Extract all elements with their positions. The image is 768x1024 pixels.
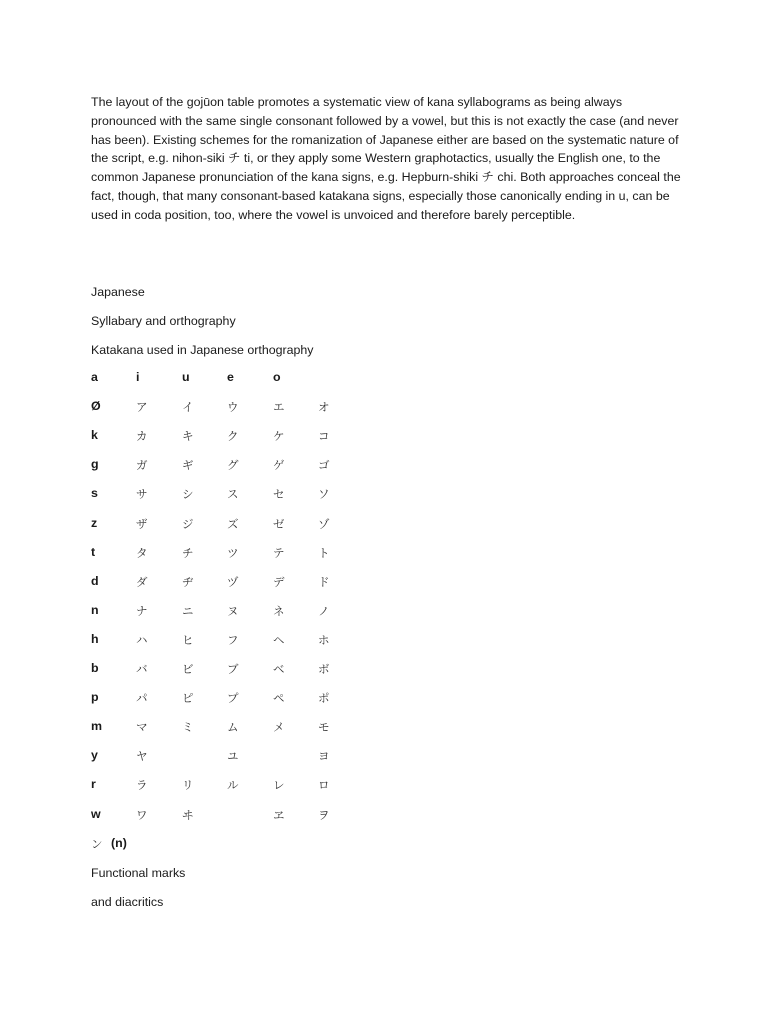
kana-cell: ゼ	[273, 516, 285, 531]
table-row	[0, 661, 400, 681]
kana-cell: ヘ	[273, 632, 285, 647]
language-heading: Japanese	[91, 285, 145, 299]
kana-cell: ワ	[136, 807, 148, 822]
kana-cell: ブ	[227, 662, 239, 676]
kana-cell: ニ	[182, 603, 194, 618]
kana-cell: エ	[273, 400, 285, 415]
kana-cell: ガ	[136, 458, 148, 473]
table-row	[0, 719, 400, 739]
kana-cell: ラ	[136, 778, 148, 793]
kana-cell: テ	[273, 545, 285, 560]
kana-cell: タ	[136, 545, 148, 560]
table-row-n	[0, 836, 400, 856]
section-heading: Syllabary and orthography	[91, 314, 236, 328]
kana-cell: ユ	[227, 749, 239, 764]
row-label: r	[91, 777, 96, 792]
kana-cell: レ	[273, 778, 285, 793]
table-row	[0, 516, 400, 536]
kana-cell: ク	[227, 429, 239, 444]
table-row	[0, 690, 400, 710]
table-row	[0, 399, 400, 419]
row-label: s	[91, 486, 98, 501]
kana-cell: ナ	[136, 603, 148, 618]
vowel-header-u: u	[182, 370, 190, 384]
kana-cell: ベ	[273, 662, 285, 676]
subsection-heading: Katakana used in Japanese orthography	[91, 343, 314, 357]
table-row	[0, 632, 400, 652]
kana-cell: ヱ	[273, 807, 285, 822]
row-label: Ø	[91, 399, 101, 414]
intro-paragraph: The layout of the gojūon table promotes a systematic view of kana syllabograms as being always pronounced with the same single consonant followed by a vowel, but this is not exactly the case (and never has been). Existing schemes for the romanization of Japanese either are based on the systematic nature of the script, e.g. nihon-siki チ ti, or they apply some Western graphotactics, usually the English one, to the common Japanese pronunciation of the kana signs, e.g. Hepburn-shiki チ chi. Both approaches conceal the fact, though, that many consonant-based katakana signs, especially those canonically ending in u, can be used in coda position, too, where the vowel is unvoiced and therefore barely perceptible.	[91, 95, 681, 222]
kana-cell: リ	[182, 778, 194, 793]
kana-cell: ゲ	[273, 458, 285, 473]
kana-cell: ヂ	[182, 574, 194, 589]
kana-cell: チ	[182, 545, 194, 560]
table-row	[0, 545, 400, 565]
footer-line-2: and diacritics	[91, 895, 164, 909]
kana-cell: キ	[182, 429, 194, 444]
kana-cell: ゾ	[318, 516, 330, 531]
row-label: d	[91, 573, 99, 588]
row-label: b	[91, 661, 99, 675]
kana-cell: ホ	[318, 632, 330, 647]
kana-cell: コ	[318, 429, 330, 444]
kana-cell: グ	[227, 458, 239, 473]
kana-cell: マ	[136, 720, 148, 735]
kana-cell: ペ	[273, 691, 285, 706]
vowel-header-a: a	[91, 370, 98, 384]
row-label: h	[91, 631, 99, 646]
row-label: k	[91, 428, 98, 443]
table-row	[0, 807, 400, 827]
kana-cell: オ	[318, 400, 330, 415]
kana-cell: ス	[227, 487, 239, 502]
kana-cell: ピ	[182, 691, 194, 706]
kana-cell: ヅ	[227, 574, 239, 589]
kana-cell: プ	[227, 691, 239, 706]
kana-cell: ム	[227, 720, 239, 735]
kana-cell: ソ	[318, 487, 330, 502]
row-label: y	[91, 748, 98, 763]
kana-cell: ヨ	[318, 749, 330, 764]
kana-cell: ア	[136, 400, 148, 415]
table-row	[0, 748, 400, 768]
kana-cell: ウ	[227, 400, 239, 415]
kana-cell: ハ	[136, 632, 148, 647]
kana-cell: ツ	[227, 545, 239, 560]
row-label: p	[91, 690, 99, 705]
kana-cell: ボ	[318, 662, 330, 676]
kana-cell: ミ	[182, 720, 194, 735]
vowel-header-e: e	[227, 370, 234, 384]
kana-cell: ビ	[182, 662, 194, 676]
table-row	[0, 574, 400, 594]
kana-cell: モ	[318, 720, 330, 735]
kana-cell: ロ	[318, 778, 330, 793]
kana-cell: シ	[182, 487, 194, 502]
table-row	[0, 428, 400, 448]
kana-cell: ヲ	[318, 807, 330, 822]
kana-cell: バ	[136, 662, 148, 676]
kana-cell: ン	[91, 836, 103, 851]
kana-cell: ズ	[227, 516, 239, 531]
kana-cell: ト	[318, 545, 330, 560]
row-label: w	[91, 806, 101, 821]
kana-cell: ヤ	[136, 749, 148, 764]
row-label: z	[91, 515, 98, 530]
kana-cell: ダ	[136, 574, 148, 589]
kana-cell: サ	[136, 487, 148, 502]
table-row	[0, 777, 400, 797]
row-label: (n)	[111, 835, 127, 850]
kana-cell: ジ	[182, 516, 194, 531]
kana-cell: ザ	[136, 516, 148, 531]
table-header-row	[0, 370, 400, 390]
kana-cell: カ	[136, 429, 148, 444]
kana-cell: セ	[273, 487, 285, 502]
row-label: t	[91, 544, 96, 559]
kana-cell: ド	[318, 574, 330, 589]
kana-cell: メ	[273, 720, 285, 735]
kana-cell: パ	[136, 691, 148, 706]
row-label: m	[91, 719, 103, 734]
table-row	[0, 603, 400, 623]
row-label: n	[91, 602, 99, 617]
kana-cell: ノ	[318, 603, 330, 618]
vowel-header-i: i	[136, 370, 140, 384]
footer-line-1: Functional marks	[91, 866, 186, 880]
kana-cell: フ	[227, 632, 239, 647]
table-row	[0, 457, 400, 477]
kana-cell: ヌ	[227, 603, 239, 618]
kana-cell: イ	[182, 400, 194, 415]
row-label: g	[91, 457, 99, 472]
kana-cell: ケ	[273, 429, 285, 444]
kana-cell: ゴ	[318, 458, 330, 473]
kana-cell: ギ	[182, 458, 194, 473]
kana-cell: ヒ	[182, 632, 194, 647]
vowel-header-o: o	[273, 370, 281, 384]
kana-cell: ヰ	[182, 807, 194, 822]
table-row	[0, 486, 400, 506]
kana-cell: ポ	[318, 691, 330, 706]
kana-cell: ル	[227, 778, 239, 793]
kana-cell: ネ	[273, 603, 285, 618]
kana-cell: デ	[273, 574, 285, 589]
